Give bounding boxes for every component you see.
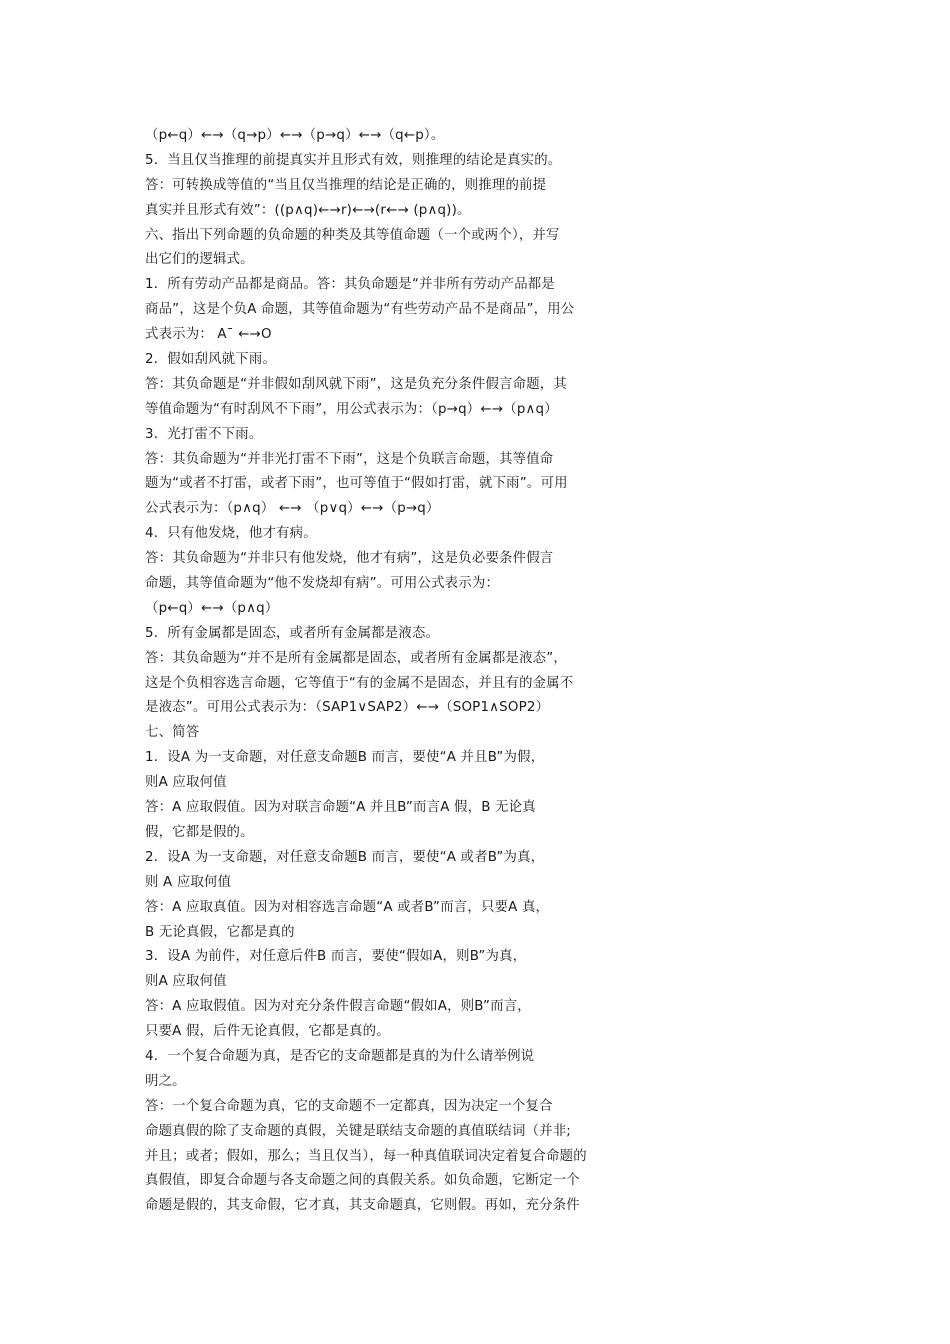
text-line: 4．只有他发烧，他才有病。	[145, 526, 317, 542]
text-line: 3．设A 为前件，对任意后件B 而言，要使“假如A，则B”为真，	[145, 949, 527, 965]
section-heading: 七、简答	[145, 725, 200, 741]
text-line: 2．设A 为一支命题，对任意支命题B 而言，要使“A 或者B”为真，	[145, 849, 545, 865]
text-line: （p←q）←→（p∧q）	[145, 600, 279, 616]
section-heading: 六、指出下列命题的负命题的种类及其等值命题（一个或两个），并写	[145, 227, 560, 243]
text-line: 假，它都是假的。	[145, 824, 254, 840]
text-line: 5．当且仅当推理的前提真实并且形式有效，则推理的结论是真实的。	[145, 152, 562, 168]
document-body	[145, 124, 645, 1219]
text-line: 并且；或者；假如，那么；当且仅当），每一种真值联词决定着复合命题的	[145, 1148, 587, 1164]
text-line: 5．所有金属都是固态，或者所有金属都是液态。	[145, 625, 440, 641]
text-line: 答：其负命题为“并非光打雷不下雨”，这是个负联言命题，其等值命	[145, 451, 554, 467]
text-line: 式表示为： A¯ ←→O	[145, 327, 272, 343]
text-line: 只要A 假，后件无论真假，它都是真的。	[145, 1024, 390, 1040]
text-line: 命题，其等值命题为“他不发烧却有病”。可用公式表示为：	[145, 576, 500, 592]
text-line: （p←q）←→（q→p）←→（p→q）←→（q←p）。	[145, 128, 445, 143]
text-line: B 无论真假，它都是真的	[145, 924, 295, 940]
text-line: 题为“或者不打雷，或者下雨”，也可等值于“假如打雷，就下雨”。可用	[145, 476, 568, 492]
text-line: 这是个负相容选言命题，它等值于“有的金属不是固态，并且有的金属不	[145, 675, 574, 691]
text-line: 命题是假的，其支命假，它才真，其支命题真，它则假。再如，充分条件	[145, 1198, 580, 1214]
text-line: 1．设A 为一支命题，对任意支命题B 而言，要使“A 并且B”为假，	[145, 750, 545, 766]
text-line: 答：其负命题是“并非假如刮风就下雨”，这是负充分条件假言命题，其	[145, 376, 567, 392]
text-line: 出它们的逻辑式。	[145, 252, 254, 268]
text-line: 是液态”。可用公式表示为：（SAP1∨SAP2）←→（SOP1∧SOP2）	[145, 700, 550, 716]
text-line: 真假值，即复合命题与各支命题之间的真假关系。如负命题，它断定一个	[145, 1173, 580, 1189]
text-line: 则A 应取何值	[145, 775, 227, 791]
text-line: 3．光打雷不下雨。	[145, 426, 263, 442]
text-line: 答：A 应取假值。因为对联言命题“A 并且B”而言A 假，B 无论真	[145, 800, 536, 816]
text-line: 明之。	[145, 1073, 186, 1089]
text-line: 答：其负命题为“并不是所有金属都是固态，或者所有金属都是液态”，	[145, 650, 567, 666]
text-line: 答：可转换成等值的“当且仅当推理的结论是正确的，则推理的前提	[145, 177, 547, 193]
text-line: 公式表示为：（p∧q） ←→ （p∨q）←→（p→q）	[145, 501, 440, 517]
text-line: 等值命题为“有时刮风不下雨”，用公式表示为：（p→q）←→（p∧q）	[145, 401, 558, 417]
text-line: 4．一个复合命题为真，是否它的支命题都是真的为什么请举例说	[145, 1048, 535, 1064]
text-line: 商品”，这是个负A 命题，其等值命题为“有些劳动产品不是商品”，用公	[145, 302, 575, 318]
text-line: 真实并且形式有效”：((p∧q)←→r)←→(r←→ (p∧q))。	[145, 202, 471, 218]
text-line: 则 A 应取何值	[145, 874, 232, 890]
text-line: 2．假如刮风就下雨。	[145, 352, 277, 368]
text-line: 1．所有劳动产品都是商品。答：其负命题是“并非所有劳动产品都是	[145, 277, 555, 293]
text-line: 答：一个复合命题为真，它的支命题不一定都真，因为决定一个复合	[145, 1098, 553, 1114]
text-line: 答：其负命题为“并非只有他发烧，他才有病”，这是负必要条件假言	[145, 551, 554, 567]
text-line: 答：A 应取假值。因为对充分条件假言命题“假如A，则B”而言，	[145, 999, 531, 1015]
text-line: 答：A 应取真值。因为对相容选言命题“A 或者B”而言，只要A 真，	[145, 899, 550, 915]
text-line: 则A 应取何值	[145, 974, 227, 990]
text-line: 命题真假的除了支命题的真假，关键是联结支命题的真值联结词（并非;	[145, 1123, 572, 1139]
